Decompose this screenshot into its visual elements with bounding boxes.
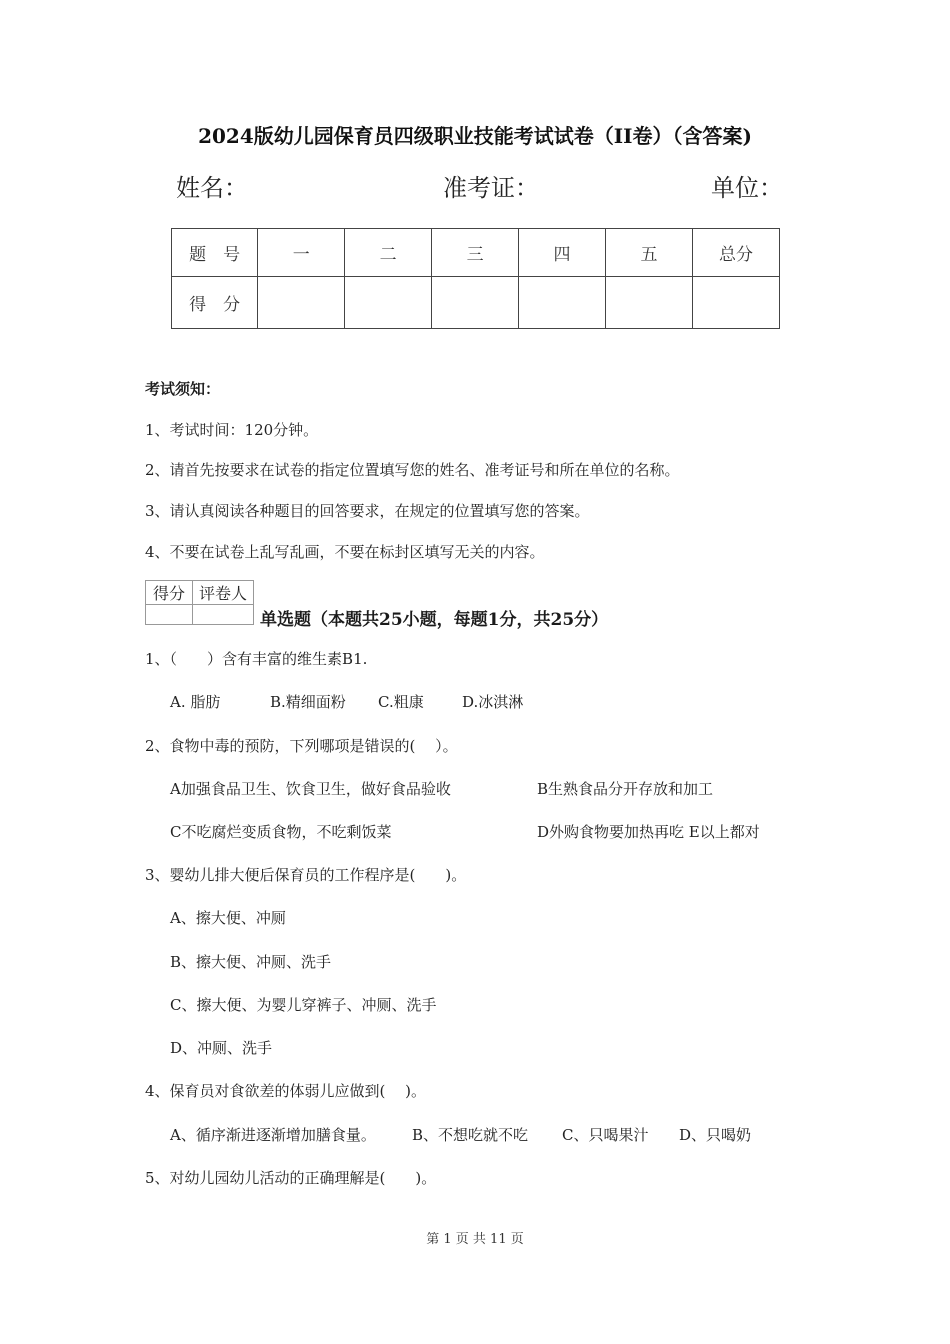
- option: A. 脂肪: [170, 693, 221, 711]
- notice-item: 4、不要在试卷上乱写乱画，不要在标封区填写无关的内容。: [145, 543, 545, 561]
- unit-field-label: 单位：: [711, 174, 783, 202]
- grader-score-label: 得分: [146, 581, 193, 605]
- option: D.冰淇淋: [462, 693, 524, 711]
- option: D、只喝奶: [679, 1126, 752, 1144]
- grader-name-cell[interactable]: [193, 605, 254, 625]
- question-stem: 5、对幼儿园幼儿活动的正确理解是( )。: [145, 1169, 437, 1187]
- notice-item: 3、请认真阅读各种题目的回答要求，在规定的位置填写您的答案。: [145, 502, 590, 520]
- page-footer: 第 1 页 共 11 页: [426, 1232, 524, 1247]
- option: B、不想吃就不吃: [412, 1126, 529, 1144]
- option: A加强食品卫生、饮食卫生，做好食品验收: [170, 780, 451, 798]
- notice-item: 2、请首先按要求在试卷的指定位置填写您的姓名、准考证号和所在单位的名称。: [145, 461, 680, 479]
- score-table-cell: 题 号: [172, 229, 258, 277]
- score-input-cell[interactable]: [345, 277, 432, 329]
- question-stem: 3、婴幼儿排大便后保育员的工作程序是( )。: [145, 866, 467, 884]
- score-input-cell[interactable]: [692, 277, 779, 329]
- notice-item: 1、考试时间：120分钟。: [145, 421, 319, 439]
- score-table-cell: 四: [519, 229, 606, 277]
- score-table-score-row: [172, 277, 780, 329]
- option: C不吃腐烂变质食物，不吃剩饭菜: [170, 823, 392, 841]
- exam-id-field-label: 准考证：: [443, 174, 539, 202]
- question-stem: 2、食物中毒的预防，下列哪项是错误的( ）。: [145, 737, 458, 755]
- score-table-cell: 总分: [692, 229, 779, 277]
- score-table-cell: 一: [258, 229, 345, 277]
- option: C、只喝果汁: [562, 1126, 649, 1144]
- question-stem: 1、（ ）含有丰富的维生素B1.: [145, 650, 368, 668]
- question-stem: 4、保育员对食欲差的体弱儿应做到( )。: [145, 1082, 427, 1100]
- score-table: [171, 228, 780, 329]
- grader-score-cell[interactable]: [146, 605, 193, 625]
- grader-box: [145, 580, 254, 625]
- score-table-cell: 得 分: [172, 277, 258, 329]
- option: D外购食物要加热再吃 E以上都对: [537, 823, 760, 841]
- score-table-header-row: [172, 229, 780, 277]
- option: B.精细面粉: [270, 693, 346, 711]
- name-field-label: 姓名：: [176, 174, 248, 202]
- score-input-cell[interactable]: [258, 277, 345, 329]
- score-input-cell[interactable]: [606, 277, 693, 329]
- score-table-cell: 二: [345, 229, 432, 277]
- option: C、擦大便、为婴儿穿裤子、冲厕、洗手: [170, 996, 437, 1014]
- option: A、擦大便、冲厕: [170, 909, 286, 927]
- option: C.粗康: [378, 693, 424, 711]
- score-table-cell: 五: [606, 229, 693, 277]
- notice-heading: 考试须知：: [145, 380, 221, 398]
- option: B生熟食品分开存放和加工: [537, 780, 714, 798]
- section-title: 单选题（本题共25小题，每题1分，共25分）: [260, 610, 609, 630]
- score-input-cell[interactable]: [519, 277, 606, 329]
- score-input-cell[interactable]: [432, 277, 519, 329]
- option: A、循序渐进逐渐增加膳食量。: [170, 1126, 376, 1144]
- score-table-cell: 三: [432, 229, 519, 277]
- option: B、擦大便、冲厕、洗手: [170, 953, 332, 971]
- grader-name-label: 评卷人: [193, 581, 254, 605]
- exam-title: 2024版幼儿园保育员四级职业技能考试试卷（II卷）（含答案): [198, 124, 752, 148]
- option: D、冲厕、洗手: [170, 1039, 273, 1057]
